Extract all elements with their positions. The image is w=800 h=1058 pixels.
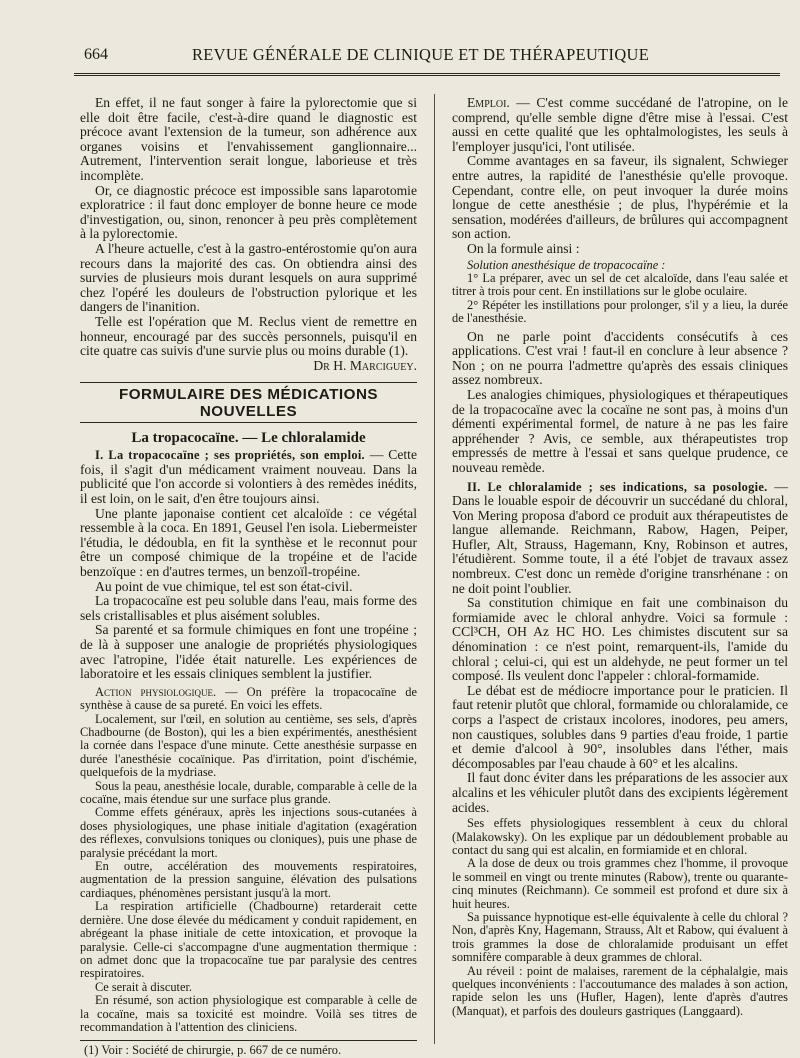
left-column (80, 96, 417, 1058)
paragraph: Une plante japonaise contient cet alcaloïde : ce végétal ressemble à la coca. En 1891, Geusel l'en isola. Liebermeister l'étudia, le dédoubla, en fit la synthèse et le reconnut pour être un composé chimique de la tropéine et de l'acide benzoïque : en d'autres termes, un benzoïl-tropéine. (80, 505, 417, 580)
running-title: REVUE GÉNÉRALE DE CLINIQUE ET DE THÉRAPEUTIQUE (192, 45, 650, 64)
subsection-heading: Emploi. (467, 95, 510, 110)
paragraph: A la dose de deux ou trois grammes chez l'homme, il provoque le sommeil en vingt ou trente minutes (Rabow), trente ou quarante-cinq minutes (Reichmann). Ce sommeil est profond et dure six à huit heures. (452, 856, 788, 911)
paragraph: Sous la peau, anesthésie locale, durable, comparable à celle de la cocaïne, mais étendue sur une surface plus grande. (80, 778, 417, 807)
section-title: FORMULAIRE DES MÉDICATIONS NOUVELLES (118, 386, 379, 421)
article-title: La tropacocaïne. — Le chloralamide (131, 430, 366, 447)
paragraph: Localement, sur l'œil, en solution au centième, ses sels, d'après Chadbourne (de Boston), qui les a bien expérimentés, anesthésient la cornée dans l'espace d'une minute. Cette anesthésie surpasse en durée l'anesthésie cocaïnique. Pas d'irritation, point d'ischémie, quelquefois de la mydriase. (80, 711, 417, 780)
paragraph-text: Telle est l'opération que M. Reclus vient de remettre en honneur, encouragé par des succès personnels, puisqu'il en cite quatre cas suivis d'une survie plus ou moins durable (1). (80, 313, 417, 359)
paragraph (80, 313, 417, 373)
paragraph: Ses effets physiologiques ressemblent à ceux du chloral (Malakowsky). On les explique par un dédoublement probable au contact du sang qui est alcalin, en formiamide et en chloral. (452, 816, 788, 857)
paragraph-text: — Cette fois, il s'agit d'un médicament vraiment nouveau. Dans la publicité que l'on accorde si volontiers à des remèdes inédits, il est loin, on le sait, d'en être toujours ainsi. (80, 447, 417, 507)
column-divider (434, 94, 435, 1044)
paragraph-text: — Dans le louable espoir de découvrir un succédané du chloral, Von Mering proposa d'abord ce produit aux thérapeutistes de langue allemande. Reichmann, Rabow, Hagen, Peiper, Hufler, Alt, Strauss, Hagemann, Kny, Robinson et autres, l'étudièrent. Somme toute, il a été l'objet de travaux assez nombreux. C'est donc un remède d'origine transrhénane : on ne doit point l'oublier. (452, 478, 788, 596)
paragraph: Le débat est de médiocre importance pour le praticien. Il faut retenir plutôt que chloral, formamide ou chloralamide, ce corps a l'aspect de cristaux incolores, inodores, peu amers, non caustiques, solubles dans 9 parties d'eau froide, 1 partie et demie d'alcool à 90°, insolubles dans l'éther, mais décomposables par l'eau chaude à 60° et les alcalins. (452, 682, 788, 771)
paragraph (80, 686, 417, 713)
paragraph: En effet, il ne faut songer à faire la pylorectomie que si elle doit être facile, c'est-à-dire quand le diagnostic est précoce avant l'extension de la tumeur, son adhérence aux organes voisins et l'envahissement ganglionnaire... Autrement, l'intervention serait longue, laborieuse et très incomplète. (80, 95, 417, 183)
paragraph-text: — On préfère la tropacocaïne de synthèse à cause de sa pureté. En voici les effets. (80, 684, 417, 713)
right-column (452, 96, 788, 1018)
section-rule (80, 422, 417, 423)
header-rule (74, 73, 780, 76)
section-rule (80, 382, 417, 383)
formula-title: Solution anesthésique de tropacocaïne : (467, 257, 666, 272)
footnote-rule (80, 1040, 417, 1041)
formula-step: 1° La préparer, avec un sel de cet alcaloïde, dans l'eau salée et titrer à trois pour cent. En instillations sur le globe oculaire. (452, 270, 788, 299)
author-signature: Dr H. Marciguey. (313, 357, 417, 373)
subsection-heading: II. Le chloralamide ; ses indications, sa posologie. (467, 479, 768, 494)
paragraph: A l'heure actuelle, c'est à la gastro-entérostomie qu'on aura recours dans la majorité des cas. On obtiendra ainsi des survies de plusieurs mois durant lesquels on aura supprimé chez l'opéré les douleurs de l'obstruction pylorique et les dangers de l'inanition. (80, 240, 417, 315)
paragraph: Sa constitution chimique en fait une combinaison du formiamide avec le chloral anhydre. Voici sa formule : CCl³CH, OH Az HC HO. Les chimistes discutent sur sa dénomination : ce n'est point, remarquent-ils, l'amide du chloral ; celui-ci, qui est un aldehyde, ne peut former un tel composé. Ils veulent donc l'appeler : chloral-formamide. (452, 595, 788, 684)
footnote: (1) Voir : Société de chirurgie, p. 667 de ce numéro. (84, 1043, 342, 1058)
subsection-heading: I. La tropacocaïne ; ses propriétés, son emploi. (95, 448, 365, 463)
paragraph: On la formule ainsi : (467, 240, 580, 256)
paragraph: Sa puissance hypnotique est-elle équivalente à celle du chloral ? Non, d'après Kny, Hagemann, Strauss, Alt et Rabow, qui évaluent à trois grammes la dose de chloralamide produisant un effet somnifère comparable à deux grammes de chloral. (452, 910, 788, 965)
paragraph: Sa parenté et sa formule chimiques en font une tropéine ; de là à supposer une analogie de propriétés physiologiques avec l'atropine, l'idée était naturelle. Les expériences de laboratoire et les essais cliniques semblent la justifier. (80, 622, 417, 682)
paragraph: Au point de vue chimique, tel est son état-civil. (95, 578, 353, 594)
page-number: 664 (84, 46, 108, 63)
paragraph: Les analogies chimiques, physiologiques et thérapeutiques de la tropacocaïne avec la cocaïne ne sont pas, à moins d'un démenti expérimental formel, de nature à ne pas les faire appréhender ? Avis, ce semble, aux thérapeutistes trop empressés de mettre à l'essai et sans quelque prudence, ce nouveau remède. (452, 386, 788, 475)
paragraph-text: — C'est comme succédané de l'atropine, on le comprend, qu'elle semble digne d'être mise à l'essai. C'est aussi en cette qualité que les ophtalmologistes, les seuls à l'employer jusqu'ici, l'ont utilisée. (452, 95, 788, 154)
running-header (74, 42, 780, 68)
paragraph: La respiration artificielle (Chadbourne) retarderait cette dernière. Une dose élevée du médicament y conduit rapidement, en abrégeant la phase initiale de cette intoxication, et provoque la paralysie. Celle-ci s'accompagne d'une augmentation thermique : on admet donc que la tropacocaïne tue par paralysie des centres respiratoires. (80, 899, 417, 981)
paragraph: On ne parle point d'accidents consécutifs à ces applications. C'est vrai ! faut-il en conclure à leur absence ? Non ; on ne pourra l'admettre qu'après des essais cliniques assez nombreux. (452, 328, 788, 388)
paragraph: La tropacocaïne est peu soluble dans l'eau, mais forme des sels cristallisables et plus aisément solubles. (80, 593, 417, 623)
paragraph: Comme effets généraux, après les injections sous-cutanées à doses physiologiques, une phase initiale d'agitation (exagération des réflexes, convulsions toniques ou cloniques), puis une phase de paralysie précédant la mort. (80, 805, 417, 860)
paragraph: Il faut donc éviter dans les préparations de les associer aux alcalins et les véhiculer plutôt dans des excipients légèrement acides. (452, 770, 788, 815)
paragraph (80, 448, 417, 506)
paragraph: Or, ce diagnostic précoce est impossible sans laparotomie exploratrice : il faut donc employer de bonne heure ce mode d'investigation, ou, sinon, renoncer à peu près complètement à la pylorectomie. (80, 182, 417, 242)
paragraph (452, 480, 788, 597)
paragraph: Ce serait à discuter. (95, 979, 193, 994)
paragraph: Au réveil : point de malaises, rarement de la céphalalgie, mais quelques inconvénients : l'accoutumance des malades à son action, rapide selon les uns (Hufler, Hagen), lente d'après d'autres (Manquat), et parfois des douleurs gastriques (Langgaard). (452, 963, 788, 1018)
paragraph: Comme avantages en sa faveur, ils signalent, Schwieger entre autres, la rapidité de l'anesthésie qu'elle provoque. Cependant, contre elle, on peut invoquer la durée moins longue de cette anesthésie ; de plus, l'hypérémie et la sensation, modérées d'ailleurs, de brûlures qui accompagnent son action. (452, 153, 788, 242)
paragraph: En outre, accélération des mouvements respiratoires, augmentation de la pression sanguine, élévation des pulsations cardiaques, phénomènes persistant jusqu'à la mort. (80, 859, 417, 900)
subsection-heading: Action physiologique. (95, 684, 217, 699)
formula-step: 2° Répéter les instillations pour prolonger, s'il y a lieu, la durée de l'anesthésie. (452, 297, 788, 326)
paragraph (452, 96, 788, 154)
paragraph: En résumé, son action physiologique est comparable à celle de la cocaïne, mais sa toxicité est moindre. Voilà ses titres de recommandation à l'attention des cliniciens. (80, 993, 417, 1034)
